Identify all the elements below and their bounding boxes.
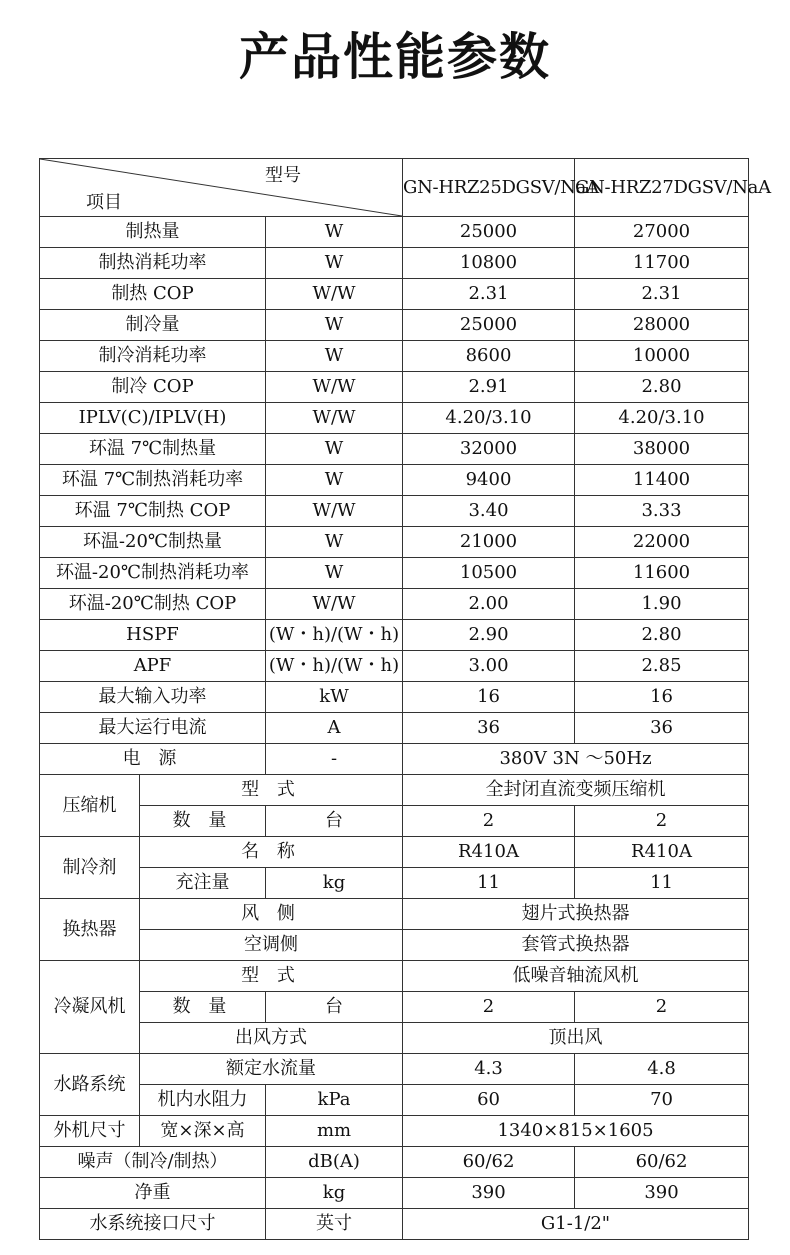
compressor-type-label: 型 式 bbox=[140, 775, 403, 806]
row-value-2: 38000 bbox=[575, 434, 749, 465]
fan-qty-value-1: 2 bbox=[403, 992, 575, 1023]
table-row bbox=[40, 558, 749, 589]
pipe-row bbox=[40, 1209, 749, 1240]
row-value-2: 2.80 bbox=[575, 372, 749, 403]
row-label: 环温 7℃制热 COP bbox=[40, 496, 266, 527]
row-value-2: 10000 bbox=[575, 341, 749, 372]
fan-qty-row bbox=[40, 992, 749, 1023]
row-label: 制冷 COP bbox=[40, 372, 266, 403]
power-value: 380V 3N ～50Hz bbox=[403, 744, 749, 775]
row-value-2: 2.85 bbox=[575, 651, 749, 682]
dimensions-unit: mm bbox=[266, 1116, 403, 1147]
dimensions-label: 外机尺寸 bbox=[40, 1116, 140, 1147]
row-unit: W/W bbox=[266, 589, 403, 620]
row-unit: kW bbox=[266, 682, 403, 713]
row-value-1: 25000 bbox=[403, 217, 575, 248]
table-row bbox=[40, 372, 749, 403]
row-value-1: 2.31 bbox=[403, 279, 575, 310]
noise-value-2: 60/62 bbox=[575, 1147, 749, 1178]
fan-label: 冷凝风机 bbox=[40, 961, 140, 1054]
row-unit: (W・h)/(W・h) bbox=[266, 651, 403, 682]
row-value-2: 11400 bbox=[575, 465, 749, 496]
compressor-type-row bbox=[40, 775, 749, 806]
row-label: 环温 7℃制热量 bbox=[40, 434, 266, 465]
row-value-2: 22000 bbox=[575, 527, 749, 558]
row-label: 环温-20℃制热消耗功率 bbox=[40, 558, 266, 589]
heat-exchanger-air-row bbox=[40, 899, 749, 930]
fan-outlet-value: 顶出风 bbox=[403, 1023, 749, 1054]
net-weight-unit: kg bbox=[266, 1178, 403, 1209]
fan-outlet-row bbox=[40, 1023, 749, 1054]
row-unit: W bbox=[266, 434, 403, 465]
table-row bbox=[40, 279, 749, 310]
row-unit: W bbox=[266, 558, 403, 589]
table-row bbox=[40, 713, 749, 744]
compressor-qty-value-1: 2 bbox=[403, 806, 575, 837]
noise-value-1: 60/62 bbox=[403, 1147, 575, 1178]
table-row bbox=[40, 496, 749, 527]
refrigerant-name-label: 名 称 bbox=[140, 837, 403, 868]
refrigerant-name-row bbox=[40, 837, 749, 868]
row-label: 制热量 bbox=[40, 217, 266, 248]
row-value-2: 3.33 bbox=[575, 496, 749, 527]
power-unit: - bbox=[266, 744, 403, 775]
row-unit: W/W bbox=[266, 372, 403, 403]
water-resist-unit: kPa bbox=[266, 1085, 403, 1116]
pipe-unit: 英寸 bbox=[266, 1209, 403, 1240]
pipe-label: 水系统接口尺寸 bbox=[40, 1209, 266, 1240]
row-unit: W/W bbox=[266, 496, 403, 527]
row-unit: W/W bbox=[266, 403, 403, 434]
compressor-qty-value-2: 2 bbox=[575, 806, 749, 837]
heat-exchanger-label: 换热器 bbox=[40, 899, 140, 961]
row-unit: W bbox=[266, 310, 403, 341]
noise-label: 噪声（制冷/制热） bbox=[40, 1147, 266, 1178]
fan-outlet-label: 出风方式 bbox=[140, 1023, 403, 1054]
refrigerant-charge-label: 充注量 bbox=[140, 868, 266, 899]
refrigerant-charge-value-1: 11 bbox=[403, 868, 575, 899]
net-weight-value-1: 390 bbox=[403, 1178, 575, 1209]
row-value-1: 36 bbox=[403, 713, 575, 744]
row-value-2: 11700 bbox=[575, 248, 749, 279]
fan-type-row bbox=[40, 961, 749, 992]
table-row bbox=[40, 620, 749, 651]
row-label: 最大运行电流 bbox=[40, 713, 266, 744]
heat-exchanger-air-label: 风 侧 bbox=[140, 899, 403, 930]
row-value-2: 11600 bbox=[575, 558, 749, 589]
row-label: 制冷消耗功率 bbox=[40, 341, 266, 372]
row-value-1: 10500 bbox=[403, 558, 575, 589]
header-row bbox=[40, 159, 749, 217]
table-row bbox=[40, 403, 749, 434]
table-row bbox=[40, 465, 749, 496]
row-label: 制热 COP bbox=[40, 279, 266, 310]
row-label: IPLV(C)/IPLV(H) bbox=[40, 403, 266, 434]
net-weight-value-2: 390 bbox=[575, 1178, 749, 1209]
fan-type-value: 低噪音轴流风机 bbox=[403, 961, 749, 992]
table-row bbox=[40, 682, 749, 713]
table-row bbox=[40, 589, 749, 620]
row-unit: W/W bbox=[266, 279, 403, 310]
model-name-1: GN-HRZ25DGSV/NaA bbox=[403, 159, 575, 217]
pipe-value: G1-1/2" bbox=[403, 1209, 749, 1240]
row-unit: A bbox=[266, 713, 403, 744]
water-resist-label: 机内水阻力 bbox=[140, 1085, 266, 1116]
compressor-type-value: 全封闭直流变频压缩机 bbox=[403, 775, 749, 806]
refrigerant-charge-value-2: 11 bbox=[575, 868, 749, 899]
compressor-qty-unit: 台 bbox=[266, 806, 403, 837]
row-value-1: 2.90 bbox=[403, 620, 575, 651]
fan-qty-value-2: 2 bbox=[575, 992, 749, 1023]
row-unit: W bbox=[266, 248, 403, 279]
fan-qty-unit: 台 bbox=[266, 992, 403, 1023]
row-label: 环温-20℃制热 COP bbox=[40, 589, 266, 620]
water-flow-label: 额定水流量 bbox=[140, 1054, 403, 1085]
row-value-2: 2.80 bbox=[575, 620, 749, 651]
model-label: 型号 bbox=[265, 165, 301, 186]
item-label: 项目 bbox=[86, 192, 122, 213]
dimensions-row bbox=[40, 1116, 749, 1147]
refrigerant-name-value-1: R410A bbox=[403, 837, 575, 868]
noise-row bbox=[40, 1147, 749, 1178]
model-name-2: GN-HRZ27DGSV/NaA bbox=[575, 159, 749, 217]
page-title: 产品性能参数 bbox=[239, 28, 551, 86]
fan-qty-label: 数 量 bbox=[140, 992, 266, 1023]
row-value-1: 8600 bbox=[403, 341, 575, 372]
fan-type-label: 型 式 bbox=[140, 961, 403, 992]
water-resist-value-2: 70 bbox=[575, 1085, 749, 1116]
row-value-1: 9400 bbox=[403, 465, 575, 496]
table-row bbox=[40, 341, 749, 372]
row-value-1: 25000 bbox=[403, 310, 575, 341]
dimensions-value: 1340×815×1605 bbox=[403, 1116, 749, 1147]
row-value-2: 16 bbox=[575, 682, 749, 713]
compressor-qty-label: 数 量 bbox=[140, 806, 266, 837]
table-row bbox=[40, 217, 749, 248]
row-label: 最大输入功率 bbox=[40, 682, 266, 713]
net-weight-row bbox=[40, 1178, 749, 1209]
table-row bbox=[40, 527, 749, 558]
refrigerant-charge-row bbox=[40, 868, 749, 899]
power-label: 电 源 bbox=[40, 744, 266, 775]
heat-exchanger-air-value: 翅片式换热器 bbox=[403, 899, 749, 930]
row-value-1: 21000 bbox=[403, 527, 575, 558]
compressor-label: 压缩机 bbox=[40, 775, 140, 837]
row-label: HSPF bbox=[40, 620, 266, 651]
compressor-qty-row bbox=[40, 806, 749, 837]
heat-exchanger-ac-row bbox=[40, 930, 749, 961]
row-value-1: 32000 bbox=[403, 434, 575, 465]
row-unit: W bbox=[266, 527, 403, 558]
row-value-1: 3.40 bbox=[403, 496, 575, 527]
spec-table bbox=[39, 158, 771, 1240]
row-value-2: 2.31 bbox=[575, 279, 749, 310]
row-value-2: 1.90 bbox=[575, 589, 749, 620]
water-label: 水路系统 bbox=[40, 1054, 140, 1116]
row-label: 制冷量 bbox=[40, 310, 266, 341]
water-resist-row bbox=[40, 1085, 749, 1116]
row-unit: (W・h)/(W・h) bbox=[266, 620, 403, 651]
dimensions-sub-label: 宽×深×高 bbox=[140, 1116, 266, 1147]
table-row bbox=[40, 310, 749, 341]
water-flow-value-2: 4.8 bbox=[575, 1054, 749, 1085]
row-value-2: 28000 bbox=[575, 310, 749, 341]
row-label: 制热消耗功率 bbox=[40, 248, 266, 279]
row-value-1: 16 bbox=[403, 682, 575, 713]
heat-exchanger-ac-value: 套管式换热器 bbox=[403, 930, 749, 961]
heat-exchanger-ac-label: 空调侧 bbox=[140, 930, 403, 961]
row-label: 环温-20℃制热量 bbox=[40, 527, 266, 558]
row-value-2: 4.20/3.10 bbox=[575, 403, 749, 434]
table-row bbox=[40, 651, 749, 682]
row-unit: W bbox=[266, 341, 403, 372]
row-value-2: 36 bbox=[575, 713, 749, 744]
refrigerant-name-value-2: R410A bbox=[575, 837, 749, 868]
noise-unit: dB(A) bbox=[266, 1147, 403, 1178]
water-resist-value-1: 60 bbox=[403, 1085, 575, 1116]
row-label: 环温 7℃制热消耗功率 bbox=[40, 465, 266, 496]
row-value-1: 4.20/3.10 bbox=[403, 403, 575, 434]
table-row bbox=[40, 248, 749, 279]
table-row bbox=[40, 434, 749, 465]
water-flow-value-1: 4.3 bbox=[403, 1054, 575, 1085]
row-value-1: 2.00 bbox=[403, 589, 575, 620]
header-diagonal-cell bbox=[40, 159, 403, 217]
net-weight-label: 净重 bbox=[40, 1178, 266, 1209]
row-value-1: 10800 bbox=[403, 248, 575, 279]
water-flow-row bbox=[40, 1054, 749, 1085]
row-value-1: 2.91 bbox=[403, 372, 575, 403]
row-unit: W bbox=[266, 465, 403, 496]
power-row bbox=[40, 744, 749, 775]
row-value-1: 3.00 bbox=[403, 651, 575, 682]
row-value-2: 27000 bbox=[575, 217, 749, 248]
refrigerant-charge-unit: kg bbox=[266, 868, 403, 899]
refrigerant-label: 制冷剂 bbox=[40, 837, 140, 899]
row-unit: W bbox=[266, 217, 403, 248]
row-label: APF bbox=[40, 651, 266, 682]
